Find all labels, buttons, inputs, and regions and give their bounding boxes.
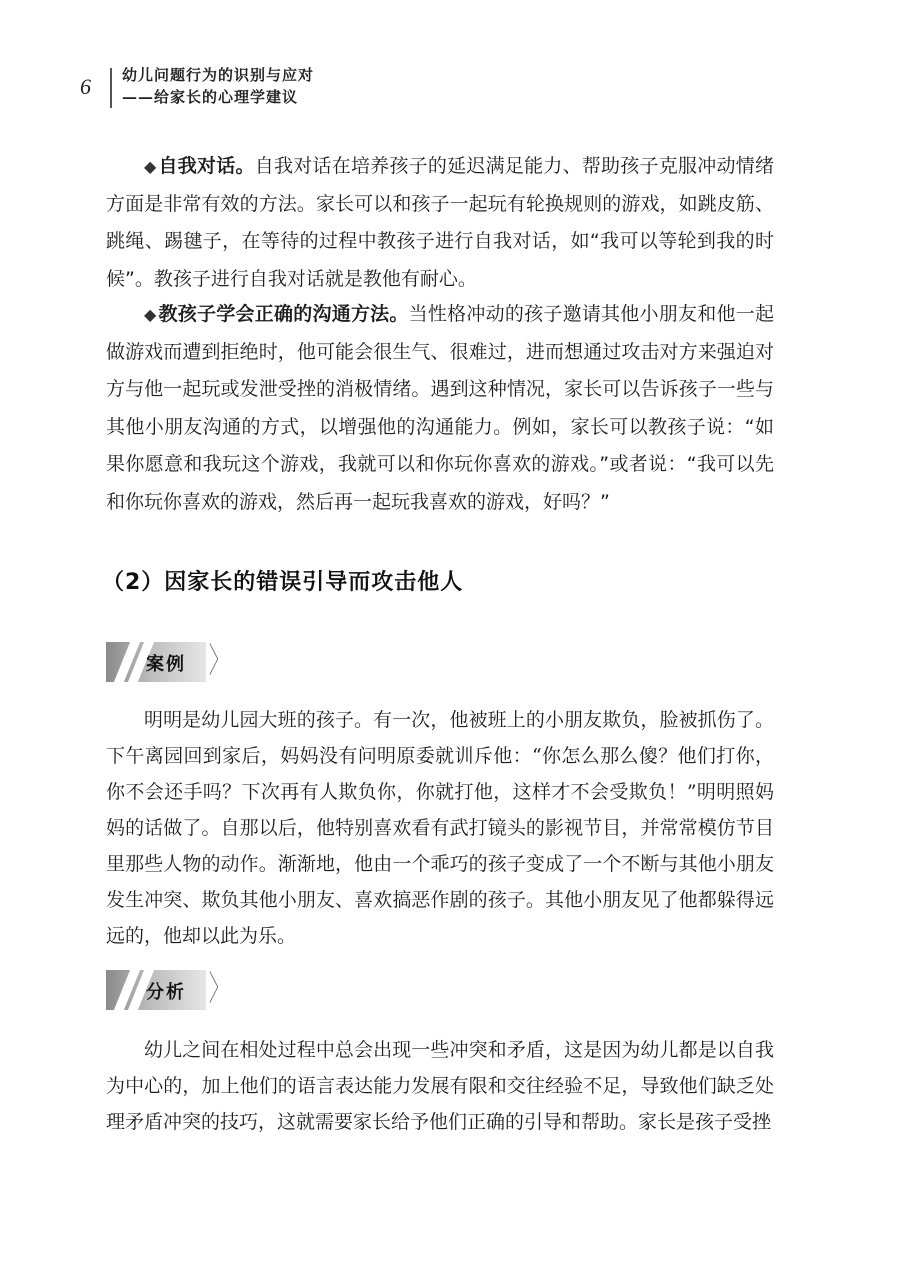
case-tag-label: 案例 [146,654,186,675]
book-title-line2: ——给家长的心理学建议 [122,88,299,106]
paragraph-lead: 自我对话。 [158,155,255,177]
book-title-line1: 幼儿问题行为的识别与应对 [122,66,315,84]
book-title [122,64,314,108]
paragraph-self-talk [106,148,774,298]
running-header [0,0,900,130]
chevron-right-icon: 〉 [208,641,230,681]
analysis-paragraph [106,1032,774,1140]
case-paragraph [106,702,774,954]
header-divider [110,68,112,108]
paragraph-communication [106,296,774,521]
diamond-bullet-icon: ◆ [144,305,157,324]
analysis-text: 幼儿之间在相处过程中总会出现一些冲突和矛盾，这是因为幼儿都是以自我为中心的，加上他们的语言表达能力发展有限和交往经验不足，导致他们缺乏处理矛盾冲突的技巧，这就需要家长给予他们正确的引导和帮助。家长是孩子受挫 [106,1039,774,1133]
paragraph-text: 当性格冲动的孩子邀请其他小朋友和他一起做游戏而遭到拒绝时，他可能会很生气、很难过，进而想通过攻击对方来强迫对方与他一起玩或发泄受挫的消极情绪。遇到这种情况，家长可以告诉孩子一些与其他小朋友沟通的方式，以增强他的沟通能力。例如，家长可以教孩子说：“如果你愿意和我玩这个游戏，我就可以和你玩你喜欢的游戏。”或者说：“我可以先和你玩你喜欢的游戏，然后再一起玩我喜欢的游戏，好吗？” [106,303,774,513]
case-tag [106,641,230,682]
chevron-right-icon: 〉 [208,969,230,1009]
page-number: 6 [80,74,91,99]
paragraph-lead: 教孩子学会正确的沟通方法。 [158,303,409,325]
case-text: 明明是幼儿园大班的孩子。有一次，他被班上的小朋友欺负，脸被抓伤了。下午离园回到家后，妈妈没有问明原委就训斥他：“你怎么那么傻？他们打你，你不会还手吗？下次再有人欺负你，你就打他，这样才不会受欺负！”明明照妈妈的话做了。自那以后，他特别喜欢看有武打镜头的影视节目，并常常模仿节目里那些人物的动作。渐渐地，他由一个乖巧的孩子变成了一个不断与其他小朋友发生冲突、欺负其他小朋友、喜欢搞恶作剧的孩子。其他小朋友见了他都躲得远远的，他却以此为乐。 [106,709,774,947]
section-heading: （2）因家长的错误引导而攻击他人 [102,570,464,595]
diamond-bullet-icon: ◆ [144,157,157,176]
analysis-tag-label: 分析 [146,982,186,1003]
paragraph-text: 自我对话在培养孩子的延迟满足能力、帮助孩子克服冲动情绪方面是非常有效的方法。家长可以和孩子一起玩有轮换规则的游戏，如跳皮筋、跳绳、踢毽子，在等待的过程中教孩子进行自我对话，如“我可以等轮到我的时候”。教孩子进行自我对话就是教他有耐心。 [106,155,774,290]
analysis-tag [106,969,230,1010]
